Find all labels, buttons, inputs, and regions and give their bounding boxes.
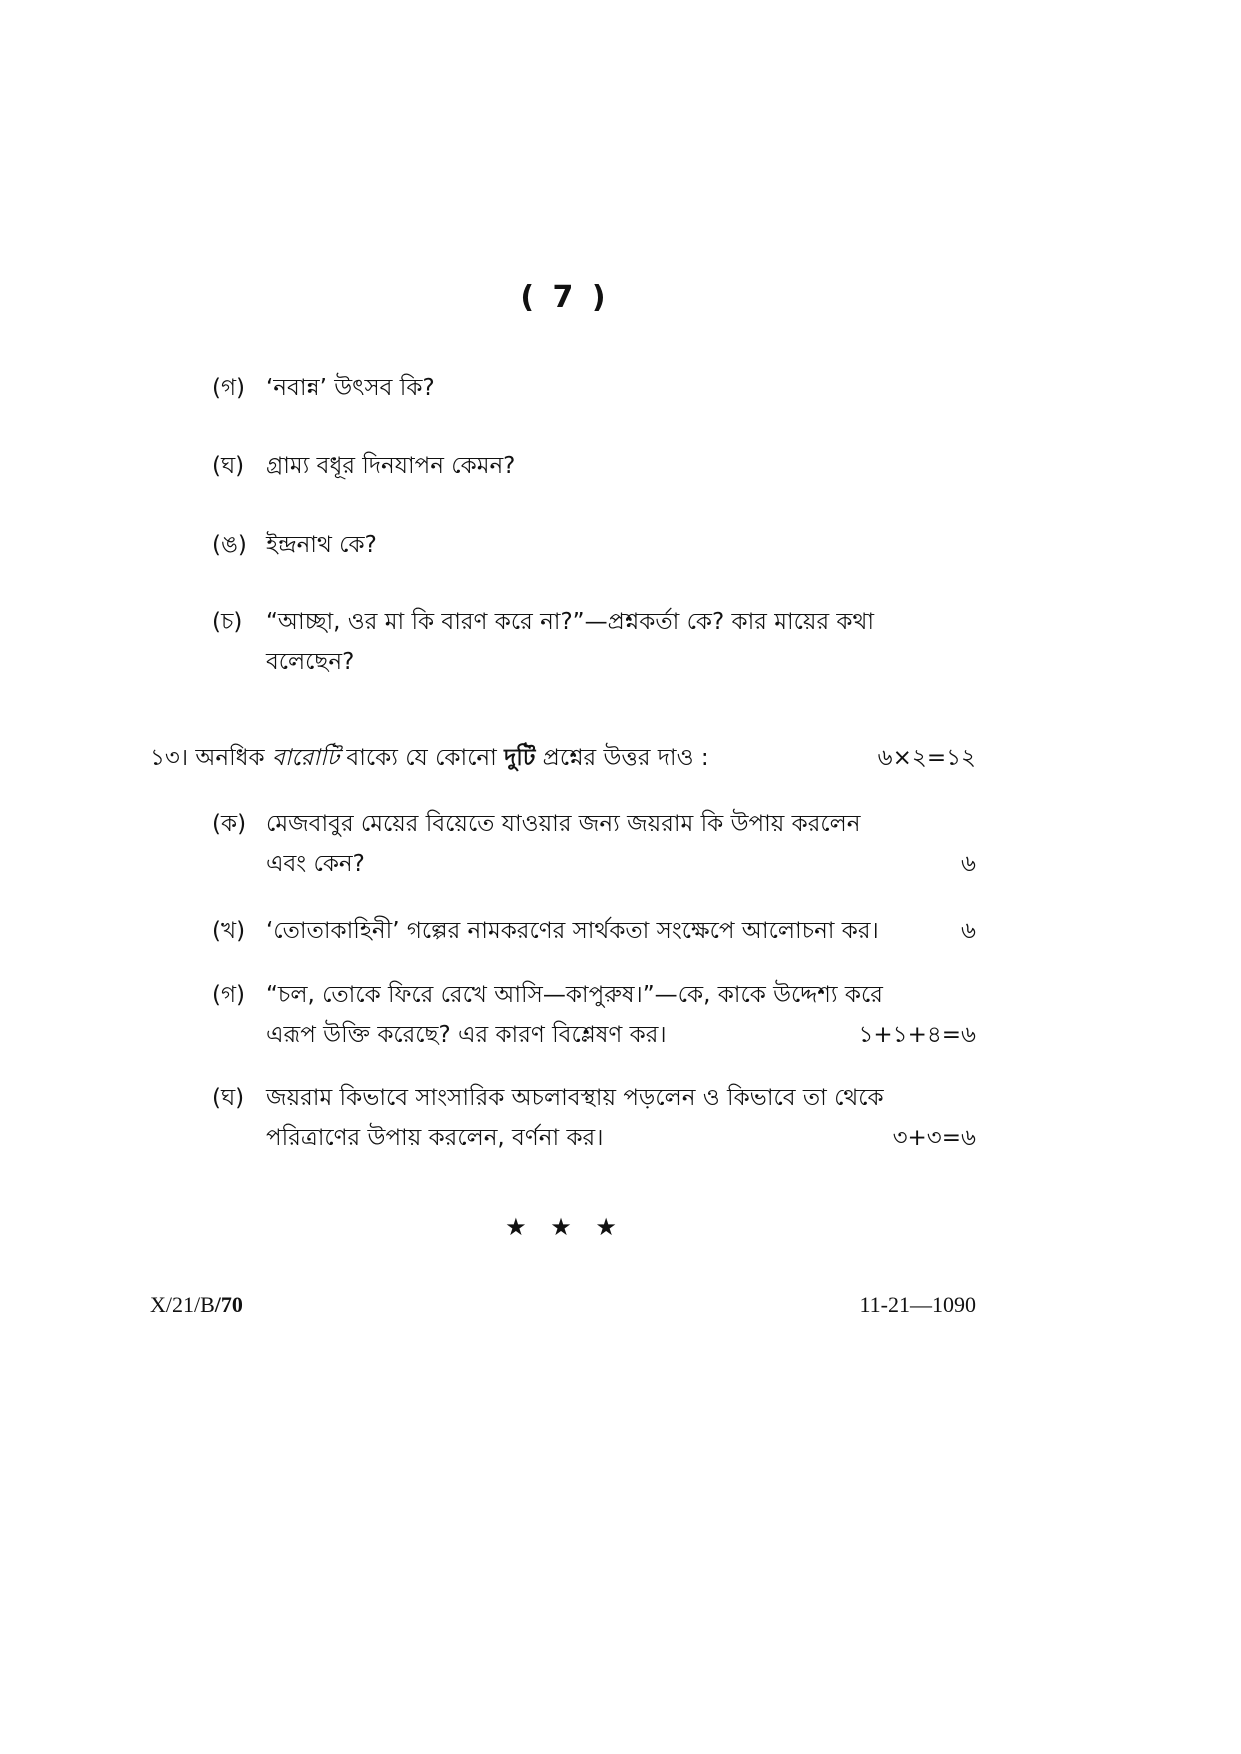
question-text-line1: “আচ্ছা, ওর মা কি বারণ করে না?”—প্রশ্নকর্তা কে? কার মায়ের কথা [266,609,875,635]
footer-paper-code [150,1292,243,1318]
question-13-heading [150,738,709,778]
question-text-line2: পরিত্রাণের উপায় করলেন, বর্ণনা কর। [266,1125,604,1151]
question-label: (ঙ) [212,532,247,558]
question-text-line1: জয়রাম কিভাবে সাংসারিক অচলাবস্থায় পড়লেন ও কিভাবে তা থেকে [266,1085,884,1111]
question-text: ‘নবান্ন’ উৎসব কি? [266,375,435,401]
question-text-line2: এবং কেন? [266,851,365,877]
sub-question-ka [212,804,861,884]
question-label: (গ) [212,982,246,1008]
marks-kha: ৬ [961,918,976,944]
question-ga [212,368,435,408]
question-text-line1: “চল, তোকে ফিরে রেখে আসি—কাপুরুষ।”—কে, কাকে উদ্দেশ্য করে [266,982,883,1008]
question-cha [212,602,874,682]
question-label: (ক) [212,811,247,837]
question-13-marks: ৬×২=১২ [877,745,976,771]
question-label: (ঘ) [212,453,245,479]
question-text-line2: বলেছেন? [266,649,355,675]
question-label: (খ) [212,918,246,944]
heading-italic: বারোটি [271,745,340,771]
heading-mid: বাক্যে যে কোনো [346,745,497,771]
heading-bold: দুটি [504,745,536,771]
question-gha [212,446,515,486]
sub-question-ga [212,975,883,1055]
end-stars: ★ ★ ★ [505,1213,625,1241]
footer-print-code: 11-21—1090 [859,1292,976,1317]
question-text-line2: এরূপ উক্তি করেছে? এর কারণ বিশ্লেষণ কর। [266,1022,667,1048]
sub-question-kha [212,911,879,951]
marks-ga: ১+১+৪=৬ [858,1022,976,1048]
marks-gha: ৩+৩=৬ [892,1125,976,1151]
question-number: ১৩। [150,745,189,771]
heading-post: প্রশ্নের উত্তর দাও : [542,745,709,771]
marks-ka: ৬ [961,851,976,877]
footer-code-prefix: X/21/B [150,1292,215,1317]
question-text-line1: ‘তোতাকাহিনী’ গল্পের নামকরণের সার্থকতা সংক্ষেপে আলোচনা কর। [266,918,879,944]
question-text: ইন্দ্রনাথ কে? [266,532,377,558]
question-text-line1: মেজবাবুর মেয়ের বিয়েতে যাওয়ার জন্য জয়রাম কি উপায় করলেন [266,811,861,837]
question-label: (ঘ) [212,1085,245,1111]
question-text: গ্রাম্য বধূর দিনযাপন কেমন? [266,453,516,479]
page-number: ( 7 ) [520,280,610,315]
footer-code-bold: /70 [214,1292,243,1317]
question-label: (চ) [212,609,243,635]
question-label: (গ) [212,375,246,401]
sub-question-gha [212,1078,884,1158]
heading-pre: অনধিক [195,745,265,771]
question-uma [212,525,377,565]
